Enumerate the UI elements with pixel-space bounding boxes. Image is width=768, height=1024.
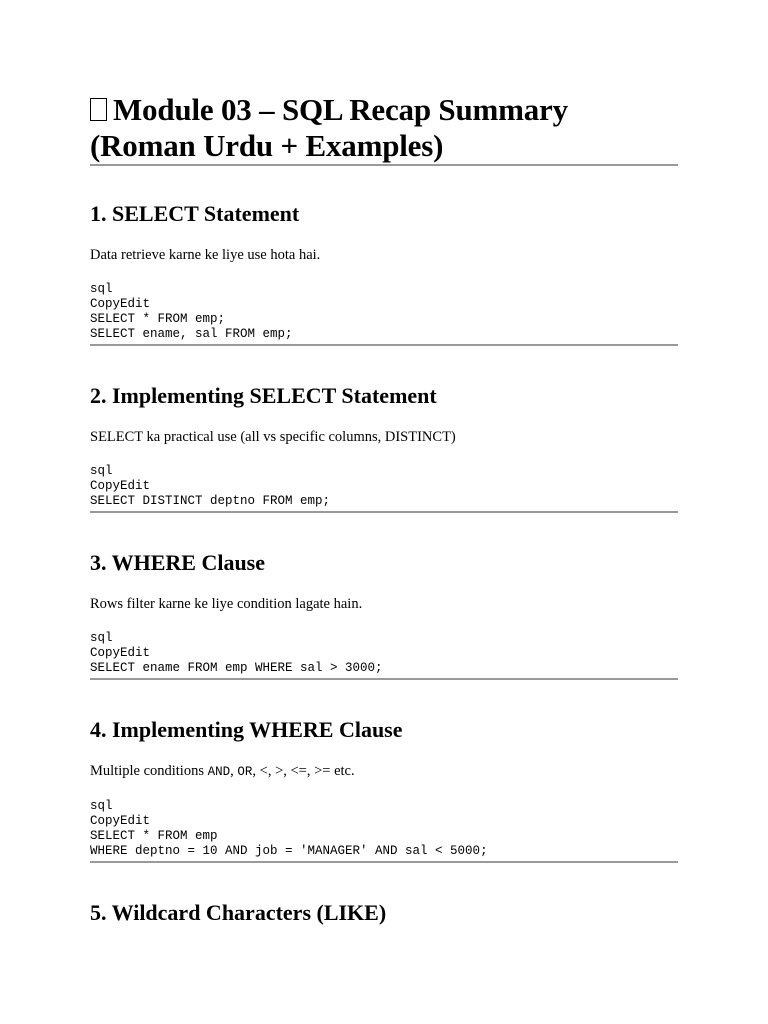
section-where-clause — [90, 550, 678, 680]
code-block[interactable]: sql CopyEdit SELECT * FROM emp; SELECT ename, sal FROM emp; — [90, 282, 293, 341]
section-description: SELECT ka practical use (all vs specific columns, DISTINCT) — [90, 429, 456, 445]
section-divider — [90, 678, 678, 680]
section-heading: 3. WHERE Clause — [90, 550, 266, 575]
document-page — [90, 92, 678, 926]
section-description — [90, 762, 678, 781]
code-block[interactable]: sql CopyEdit SELECT DISTINCT deptno FROM emp; — [90, 464, 331, 508]
section-wildcard-characters — [90, 900, 678, 926]
inline-code-and: AND — [207, 765, 231, 779]
section-heading: 5. Wildcard Characters (LIKE) — [90, 900, 387, 925]
section-implementing-where — [90, 717, 678, 863]
section-heading: 1. SELECT Statement — [90, 201, 300, 226]
section-implementing-select — [90, 383, 678, 513]
code-block[interactable]: sql CopyEdit SELECT ename FROM emp WHERE sal > 3000; — [90, 631, 383, 675]
section-heading: 2. Implementing SELECT Statement — [90, 383, 437, 408]
description-text: , <, >, <=, >= etc. — [252, 763, 355, 779]
section-divider — [90, 511, 678, 513]
section-heading: 4. Implementing WHERE Clause — [90, 717, 403, 742]
missing-glyph-box-icon — [90, 98, 107, 121]
title-divider — [90, 164, 678, 166]
code-block[interactable]: sql CopyEdit SELECT * FROM emp WHERE deptno = 10 AND job = 'MANAGER' AND sal < 5000; — [90, 799, 488, 858]
section-divider — [90, 344, 678, 346]
document-title-text: Module 03 – SQL Recap Summary (Roman Urdu + Examples) — [90, 92, 568, 163]
section-description: Rows filter karne ke liye condition lagate hain. — [90, 596, 363, 612]
section-select-statement — [90, 201, 678, 346]
inline-code-or: OR — [237, 765, 253, 779]
description-text: Multiple conditions — [90, 763, 208, 779]
document-title — [90, 92, 678, 164]
section-description: Data retrieve karne ke liye use hota hai. — [90, 247, 321, 263]
section-divider — [90, 861, 678, 863]
description-text: , — [230, 763, 238, 779]
